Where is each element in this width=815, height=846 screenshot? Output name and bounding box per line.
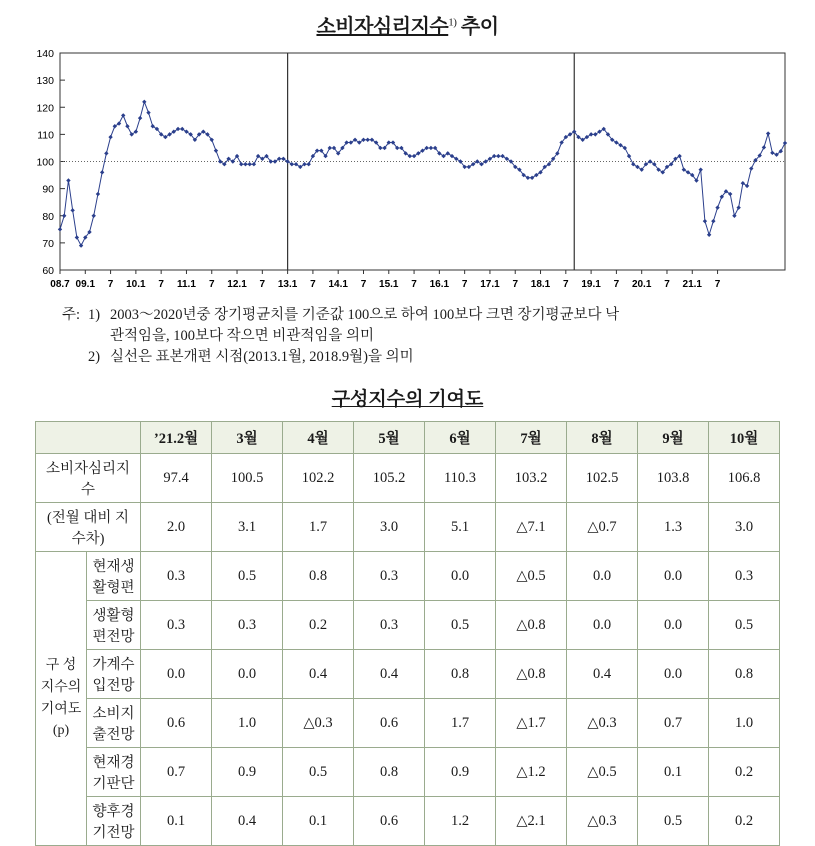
table-row-current-living — [36, 552, 780, 601]
cell-income-outlook-aug: 0.4 — [567, 650, 638, 699]
col-header-aug: 8월 — [567, 422, 638, 454]
sub-row-label-current-economy: 현재경기판단 — [87, 748, 141, 797]
cell-spending-outlook-mar: 1.0 — [212, 699, 283, 748]
row-label-mom-change: (전월 대비 지수차) — [36, 503, 141, 552]
cell-future-economy-may: 0.6 — [354, 797, 425, 846]
svg-text:7: 7 — [664, 279, 670, 290]
cell-current-living-feb21: 0.3 — [141, 552, 212, 601]
cell-spending-outlook-jun: 1.7 — [425, 699, 496, 748]
cell-current-economy-mar: 0.9 — [212, 748, 283, 797]
svg-text:15.1: 15.1 — [379, 279, 399, 290]
note-row-2 — [62, 347, 815, 368]
svg-text:17.1: 17.1 — [480, 279, 500, 290]
svg-text:14.1: 14.1 — [328, 279, 348, 290]
svg-text:08.7: 08.7 — [50, 279, 70, 290]
cell-current-economy-feb21: 0.7 — [141, 748, 212, 797]
group-label-line-3: 기여도 — [40, 701, 82, 717]
cell-current-living-apr: 0.8 — [283, 552, 354, 601]
note-2-number: 2) — [88, 349, 101, 366]
cell-sentiment-may: 105.2 — [354, 454, 425, 503]
cell-future-economy-jul: △2.1 — [496, 797, 567, 846]
cell-spending-outlook-may: 0.6 — [354, 699, 425, 748]
cell-mom-may: 3.0 — [354, 503, 425, 552]
chart-title-footnote-marker: 1) — [448, 16, 457, 29]
table-row-future-economy — [36, 797, 780, 846]
cell-income-outlook-feb21: 0.0 — [141, 650, 212, 699]
cell-sentiment-feb21: 97.4 — [141, 454, 212, 503]
cell-current-living-jul: △0.5 — [496, 552, 567, 601]
table-row-current-economy — [36, 748, 780, 797]
note-row-1b — [62, 326, 815, 347]
svg-text:11.1: 11.1 — [176, 279, 196, 290]
contribution-table-title: 구성지수의 기여도 — [331, 389, 484, 411]
cell-mom-sep: 1.3 — [638, 503, 709, 552]
cell-spending-outlook-aug: △0.3 — [567, 699, 638, 748]
sub-row-label-income-outlook: 가계수입전망 — [87, 650, 141, 699]
cell-mom-mar: 3.1 — [212, 503, 283, 552]
note-1-line-2: 관적임을, 100보다 작으면 비관적임을 의미 — [110, 328, 374, 345]
cell-sentiment-jul: 103.2 — [496, 454, 567, 503]
svg-text:60: 60 — [42, 265, 54, 277]
cell-sentiment-sep: 103.8 — [638, 454, 709, 503]
svg-text:16.1: 16.1 — [429, 279, 450, 290]
col-header-blank — [36, 422, 141, 454]
cell-mom-jul: △7.1 — [496, 503, 567, 552]
cell-spending-outlook-sep: 0.7 — [638, 699, 709, 748]
cell-current-living-mar: 0.5 — [212, 552, 283, 601]
cell-current-living-aug: 0.0 — [567, 552, 638, 601]
notes-label: 주: — [62, 307, 81, 323]
cell-living-outlook-feb21: 0.3 — [141, 601, 212, 650]
cell-living-outlook-sep: 0.0 — [638, 601, 709, 650]
cell-current-economy-jul: △1.2 — [496, 748, 567, 797]
cell-mom-oct: 3.0 — [709, 503, 780, 552]
cell-current-economy-may: 0.8 — [354, 748, 425, 797]
col-header-jul: 7월 — [496, 422, 567, 454]
table-header-row — [36, 422, 780, 454]
cell-living-outlook-jul: △0.8 — [496, 601, 567, 650]
table-body — [36, 454, 780, 846]
cell-spending-outlook-feb21: 0.6 — [141, 699, 212, 748]
svg-text:20.1: 20.1 — [631, 279, 652, 290]
sub-row-label-future-economy: 향후경기전망 — [87, 797, 141, 846]
col-header-jun: 6월 — [425, 422, 496, 454]
cell-living-outlook-oct: 0.5 — [709, 601, 780, 650]
table-head — [36, 422, 780, 454]
cell-future-economy-apr: 0.1 — [283, 797, 354, 846]
cell-sentiment-jun: 110.3 — [425, 454, 496, 503]
svg-text:130: 130 — [36, 75, 54, 88]
cell-current-living-oct: 0.3 — [709, 552, 780, 601]
svg-text:90: 90 — [42, 183, 54, 196]
cell-mom-aug: △0.7 — [567, 503, 638, 552]
svg-text:7: 7 — [461, 279, 468, 290]
svg-text:7: 7 — [158, 279, 164, 290]
svg-text:7: 7 — [563, 279, 569, 290]
svg-text:12.1: 12.1 — [227, 279, 247, 290]
note-row-1 — [62, 305, 815, 326]
svg-text:80: 80 — [42, 210, 54, 223]
row-group-label-contribution — [36, 552, 87, 846]
table-row-living-outlook — [36, 601, 780, 650]
svg-text:10.1: 10.1 — [126, 279, 146, 290]
cell-current-economy-jun: 0.9 — [425, 748, 496, 797]
cell-current-living-may: 0.3 — [354, 552, 425, 601]
group-label-line-2: 지수의 — [40, 679, 82, 695]
chart-notes — [0, 305, 815, 368]
sub-row-label-current-living: 현재생활형편 — [87, 552, 141, 601]
cell-future-economy-sep: 0.5 — [638, 797, 709, 846]
svg-text:7: 7 — [310, 279, 316, 290]
cell-living-outlook-apr: 0.2 — [283, 601, 354, 650]
col-header-mar: 3월 — [212, 422, 283, 454]
cell-mom-feb21: 2.0 — [141, 503, 212, 552]
cell-sentiment-aug: 102.5 — [567, 454, 638, 503]
cell-current-living-jun: 0.0 — [425, 552, 496, 601]
chart-title-main: 소비자심리지수 — [316, 16, 449, 38]
svg-text:7: 7 — [714, 279, 721, 290]
col-header-apr: 4월 — [283, 422, 354, 454]
cell-income-outlook-jun: 0.8 — [425, 650, 496, 699]
cell-spending-outlook-apr: △0.3 — [283, 699, 354, 748]
group-label-line-1: 구 성 — [45, 658, 77, 674]
svg-text:18.1: 18.1 — [530, 279, 551, 290]
cell-current-economy-aug: △0.5 — [567, 748, 638, 797]
cell-income-outlook-mar: 0.0 — [212, 650, 283, 699]
cell-sentiment-oct: 106.8 — [709, 454, 780, 503]
chart-title-tail: 추이 — [456, 16, 499, 38]
notes-label-spacer — [62, 326, 88, 347]
contribution-table — [35, 421, 780, 846]
svg-text:7: 7 — [208, 279, 215, 290]
chart-plot-area — [0, 45, 815, 295]
sub-row-label-living-outlook: 생활형편전망 — [87, 601, 141, 650]
table-row-spending-outlook — [36, 699, 780, 748]
cell-current-living-sep: 0.0 — [638, 552, 709, 601]
cell-spending-outlook-jul: △1.7 — [496, 699, 567, 748]
svg-text:100: 100 — [36, 156, 54, 169]
cell-living-outlook-may: 0.3 — [354, 601, 425, 650]
cell-sentiment-mar: 100.5 — [212, 454, 283, 503]
cell-mom-jun: 5.1 — [425, 503, 496, 552]
svg-text:7: 7 — [512, 279, 519, 290]
note-2-line-1: 실선은 표본개편 시점(2013.1월, 2018.9월)을 의미 — [110, 349, 414, 366]
svg-text:110: 110 — [37, 129, 54, 142]
note-1-number: 1) — [88, 307, 101, 323]
cell-sentiment-apr: 102.2 — [283, 454, 354, 503]
col-header-feb21: ’21.2월 — [141, 422, 212, 454]
svg-text:09.1: 09.1 — [75, 279, 96, 290]
col-header-oct: 10월 — [709, 422, 780, 454]
cell-living-outlook-jun: 0.5 — [425, 601, 496, 650]
cell-future-economy-jun: 1.2 — [425, 797, 496, 846]
sub-row-label-spending-outlook: 소비지출전망 — [87, 699, 141, 748]
cell-income-outlook-oct: 0.8 — [709, 650, 780, 699]
notes-label-spacer-2 — [62, 347, 88, 368]
svg-text:120: 120 — [36, 102, 54, 115]
table-row-income-outlook — [36, 650, 780, 699]
cell-living-outlook-mar: 0.3 — [212, 601, 283, 650]
cell-income-outlook-apr: 0.4 — [283, 650, 354, 699]
col-header-may: 5월 — [354, 422, 425, 454]
cell-income-outlook-sep: 0.0 — [638, 650, 709, 699]
svg-text:21.1: 21.1 — [682, 279, 703, 290]
note-1-line-1: 2003～2020년중 장기평균치를 기준값 100으로 하여 100보다 크면 장기평균보다 낙 — [110, 307, 620, 323]
svg-text:7: 7 — [259, 279, 266, 290]
svg-text:7: 7 — [613, 279, 620, 290]
row-label-sentiment-index: 소비자심리지수 — [36, 454, 141, 503]
table-row-sentiment-index — [36, 454, 780, 503]
cell-current-economy-sep: 0.1 — [638, 748, 709, 797]
svg-text:140: 140 — [36, 48, 54, 60]
cell-future-economy-mar: 0.4 — [212, 797, 283, 846]
chart-title — [0, 10, 815, 39]
cell-future-economy-aug: △0.3 — [567, 797, 638, 846]
cell-current-economy-oct: 0.2 — [709, 748, 780, 797]
cell-mom-apr: 1.7 — [283, 503, 354, 552]
cell-income-outlook-may: 0.4 — [354, 650, 425, 699]
svg-text:7: 7 — [411, 279, 417, 290]
svg-text:19.1: 19.1 — [581, 279, 601, 290]
svg-text:7: 7 — [107, 279, 114, 290]
cell-future-economy-oct: 0.2 — [709, 797, 780, 846]
svg-text:13.1: 13.1 — [277, 279, 298, 290]
col-header-sep: 9월 — [638, 422, 709, 454]
cell-spending-outlook-oct: 1.0 — [709, 699, 780, 748]
cell-future-economy-feb21: 0.1 — [141, 797, 212, 846]
consumer-sentiment-chart — [0, 45, 815, 295]
cell-income-outlook-jul: △0.8 — [496, 650, 567, 699]
table-row-mom-change — [36, 503, 780, 552]
svg-text:70: 70 — [42, 237, 54, 250]
svg-text:7: 7 — [360, 279, 367, 290]
note-1-number-spacer — [88, 326, 110, 347]
group-label-line-4: (p) — [52, 723, 70, 739]
cell-living-outlook-aug: 0.0 — [567, 601, 638, 650]
cell-current-economy-apr: 0.5 — [283, 748, 354, 797]
